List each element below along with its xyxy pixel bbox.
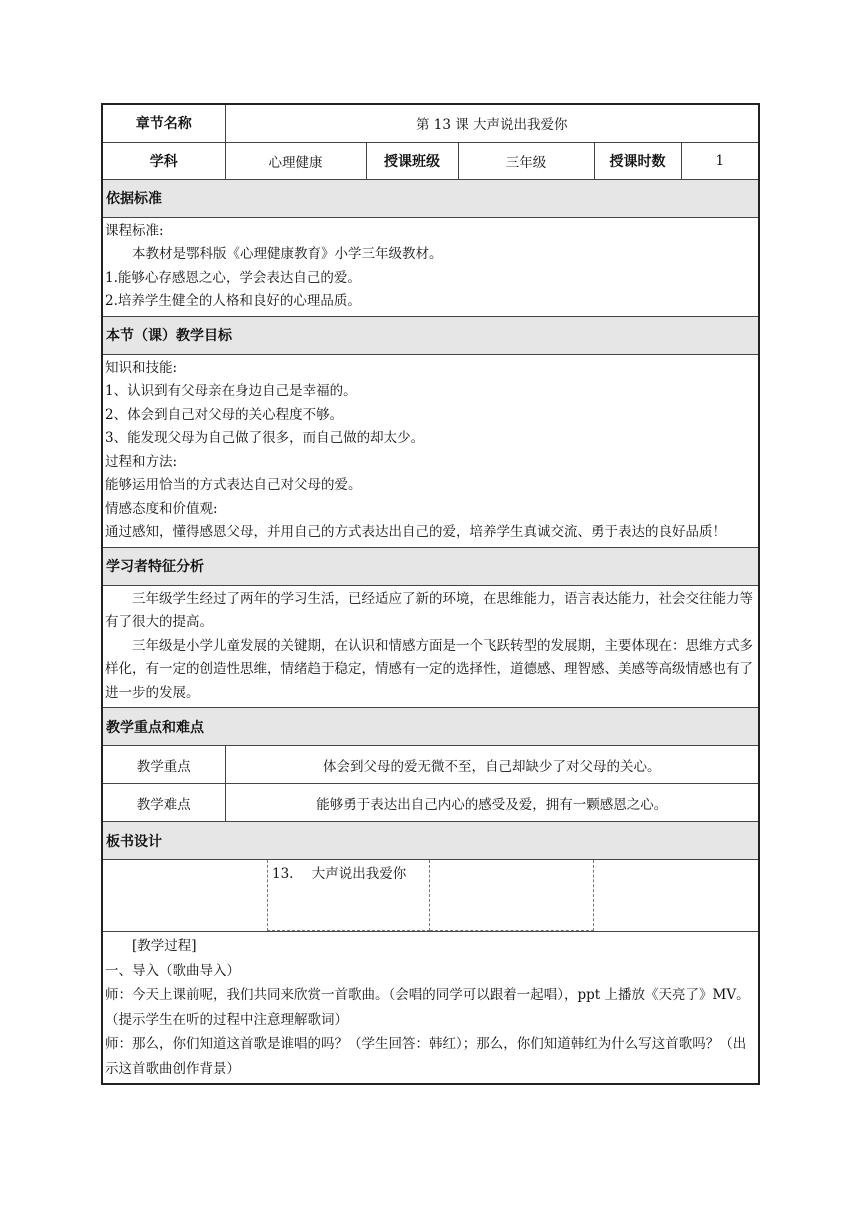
chapter-value: 第 13 课 大声说出我爱你 [225, 104, 759, 142]
hours-label: 授课时数 [594, 142, 681, 179]
focus-value: 体会到父母的爱无微不至，自己却缺少了对父母的关心。 [225, 746, 759, 784]
process-content [102, 932, 759, 1085]
focus-label: 教学重点 [102, 746, 225, 784]
chapter-label: 章节名称 [102, 104, 225, 142]
process-paragraph: 师：那么，你们知道这首歌是谁唱的吗？（学生回答：韩红）；那么，你们知道韩红为什么写这首歌吗？（出示这首歌曲创作背景） [105, 1036, 747, 1077]
difficulty-label: 教学难点 [102, 784, 225, 822]
learners-section-title: 学习者特征分析 [102, 547, 759, 585]
subject-value: 心理健康 [225, 142, 366, 179]
goal-line: 3、能发现父母为自己做了很多，而自己做的却太少。 [105, 430, 425, 446]
goal-line: 能够运用恰当的方式表达自己对父母的爱。 [105, 477, 362, 493]
board-section-title: 板书设计 [102, 822, 759, 860]
board-design-grid [103, 860, 758, 931]
subject-row [102, 142, 759, 179]
standard-content [102, 217, 759, 316]
standard-line: 本教材是鄂科版《心理健康教育》小学三年级教材。 [132, 246, 443, 262]
process-section: 一、导入（歌曲导入） [105, 962, 240, 979]
lesson-plan-table [101, 103, 760, 1085]
process-heading: [教学过程] [132, 938, 197, 954]
board-cell-title [267, 860, 430, 931]
class-label: 授课班级 [366, 142, 458, 179]
learner-paragraph: 三年级是小学儿童发展的关键期，在认识和情感方面是一个飞跃转型的发展期，主要体现在：思维方式多样化，有一定的创造性思维，情绪趋于稳定，情感有一定的选择性，道德感、理智感、美感等高级情感也有了进一步的发展。 [105, 637, 753, 701]
goal-line: 过程和方法: [105, 453, 178, 470]
chapter-row [102, 104, 759, 142]
learners-content [102, 585, 759, 708]
goals-section-title: 本节（课）教学目标 [102, 316, 759, 354]
focus-row [102, 746, 759, 784]
standard-section-title: 依据标准 [102, 179, 759, 217]
standard-line: 1.能够心存感恩之心，学会表达自己的爱。 [105, 269, 361, 286]
goal-line: 1、认识到有父母亲在身边自己是幸福的。 [105, 383, 357, 399]
board-cell-empty [430, 860, 594, 931]
goal-line: 情感态度和价值观: [105, 500, 218, 517]
hours-value: 1 [681, 142, 759, 179]
goal-line: 通过感知，懂得感恩父母，并用自己的方式表达出自己的爱，培养学生真诚交流、勇于表达的良好品质！ [105, 524, 726, 540]
process-paragraph: 师：今天上课前呢，我们共同来欣赏一首歌曲。（会唱的同学可以跟着一起唱），ppt 上播放《天亮了》MV。（提示学生在听的过程中注意理解歌词） [105, 987, 750, 1028]
board-number: 13. [272, 866, 294, 882]
standard-line: 课程标准: [105, 222, 164, 239]
goal-line: 知识和技能: [105, 359, 178, 376]
goals-content [102, 354, 759, 547]
difficulty-row [102, 784, 759, 822]
board-title-text: 大声说出我爱你 [311, 866, 407, 882]
subject-label: 学科 [102, 142, 225, 179]
lesson-plan-document [101, 103, 758, 1085]
board-cell-empty [594, 860, 758, 931]
standard-line: 2.培养学生健全的人格和良好的心理品质。 [105, 293, 361, 309]
board-cell-empty [103, 860, 267, 931]
board-design-row [102, 860, 759, 932]
keypoints-section-title: 教学重点和难点 [102, 708, 759, 746]
difficulty-value: 能够勇于表达出自己内心的感受及爱，拥有一颗感恩之心。 [225, 784, 759, 822]
goal-line: 2、体会到自己对父母的关心程度不够。 [105, 406, 344, 423]
learner-paragraph: 三年级学生经过了两年的学习生活，已经适应了新的环境，在思维能力，语言表达能力，社会交往能力等有了很大的提高。 [105, 590, 753, 630]
class-value: 三年级 [458, 142, 594, 179]
